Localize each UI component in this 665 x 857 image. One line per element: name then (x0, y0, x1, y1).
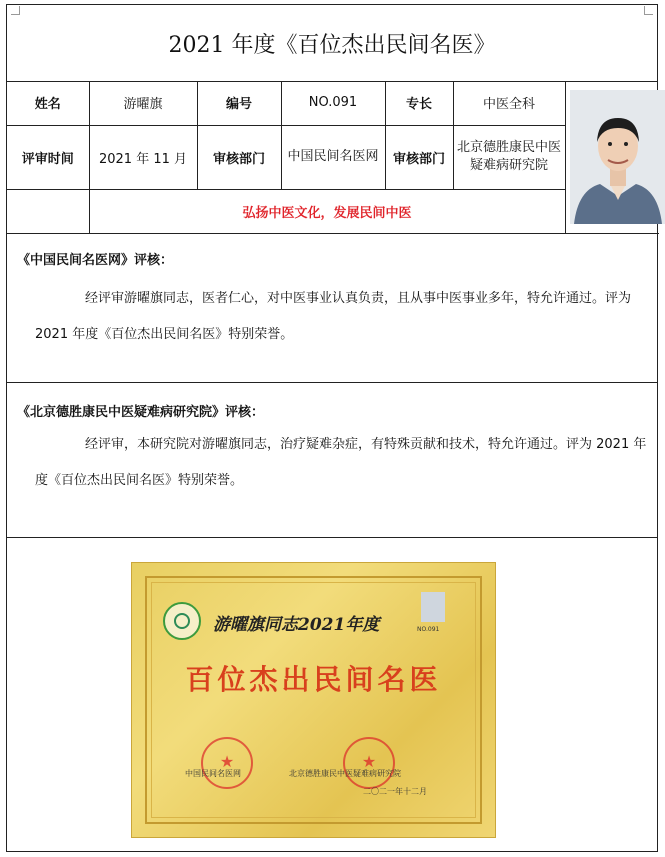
emblem-icon (163, 602, 201, 640)
doctor-photo (570, 90, 665, 224)
certificate-org: 北京德胜康民中医疑难病研究院 (289, 769, 401, 778)
certificate-org: 中国民间名医网 (185, 769, 241, 778)
review-time-label: 评审时间 (7, 125, 89, 189)
audit-dept-label: 审核部门 (197, 125, 281, 189)
name-value: 游曜旗 (89, 81, 197, 125)
certificate-photo (421, 592, 445, 622)
certificate-section (7, 538, 657, 851)
review-section (7, 383, 657, 538)
certificate-title: 百位杰出民间名医 (185, 663, 442, 696)
audit-dept-label: 审核部门 (385, 125, 453, 189)
number-label: 编号 (197, 81, 281, 125)
audit-dept-value: 中国民间名医网 (281, 125, 385, 189)
seal-icon (201, 737, 253, 789)
name-label: 姓名 (7, 81, 89, 125)
certificate-number: NO.091 (417, 626, 440, 633)
certificate-recipient: 游曜旗同志2021年度 (213, 615, 380, 635)
audit-dept-value: 北京德胜康民中医疑难病研究院 (453, 125, 565, 189)
review-body: 经评审游曜旗同志，医者仁心，对中医事业认真负责，且从事中医事业多年，特允许通过。评为 2021 年度《百位杰出民间名医》特别荣誉。 (35, 291, 632, 342)
review-heading: 《北京德胜康民中医疑难病研究院》评核： (17, 405, 265, 420)
document-page (6, 4, 658, 852)
empty-cell (7, 189, 89, 233)
seal-icon (343, 737, 395, 789)
certificate-image (131, 562, 496, 838)
review-time-value: 2021 年 11 月 (89, 125, 197, 189)
page-title: 2021 年度《百位杰出民间名医》 (7, 5, 657, 82)
review-text (35, 427, 649, 499)
review-text (35, 281, 649, 353)
review-section (7, 233, 657, 383)
info-table (7, 81, 659, 234)
slogan: 弘扬中医文化，发展民间中医 (89, 189, 565, 233)
certificate-date: 二〇二一年十二月 (363, 787, 427, 796)
number-value: NO.091 (281, 81, 385, 125)
photo-cell (565, 81, 659, 233)
specialty-value: 中医全科 (453, 81, 565, 125)
review-heading: 《中国民间名医网》评核： (17, 253, 174, 268)
review-body: 经评审，本研究院对游曜旗同志，治疗疑难杂症，有特殊贡献和技术，特允许通过。评为 2021 年度《百位杰出民间名医》特别荣誉。 (35, 437, 647, 488)
specialty-label: 专长 (385, 81, 453, 125)
